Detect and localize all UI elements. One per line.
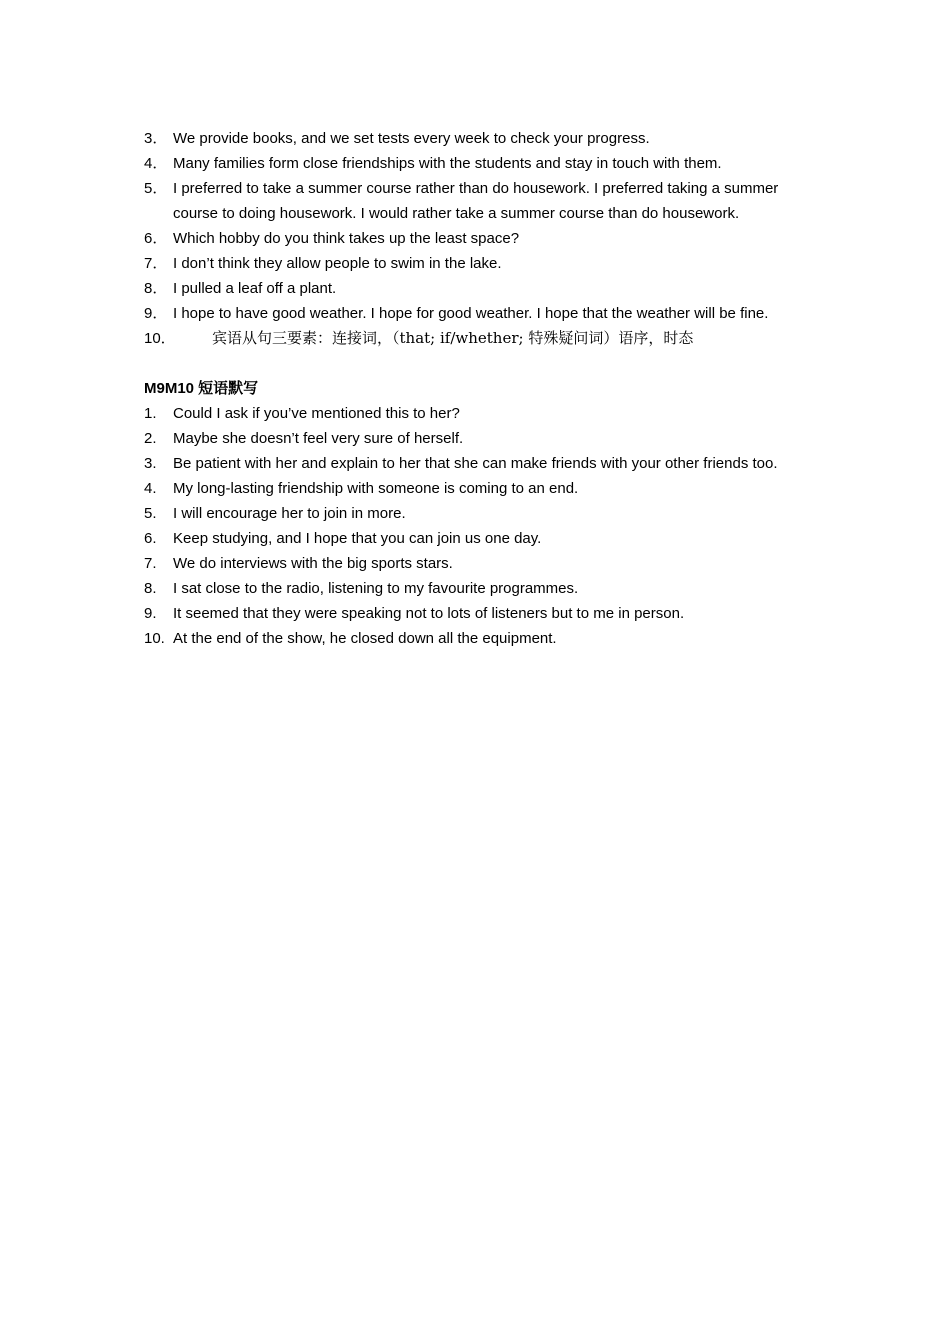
item-number: 7． [144,255,168,272]
item-number: 4． [144,155,168,172]
item-text: Keep studying, and I hope that you can join us one day. [173,530,542,547]
list-item [144,226,814,251]
item-text: Maybe she doesn’t feel very sure of herself. [173,430,464,447]
item-text: At the end of the show, he closed down all the equipment. [173,630,557,647]
item-number: 9. [144,605,157,622]
list-item [144,151,814,176]
item-text: It seemed that they were speaking not to lots of listeners but to me in person. [173,605,685,622]
item-number: 8. [144,580,157,597]
item-text: Be patient with her and explain to her that she can make friends with your other friends too. [173,455,778,472]
list-item [144,426,814,451]
phrase-dictation-section [144,376,814,651]
section-heading: M9M10 短语默写 [144,380,259,397]
item-number: 2. [144,430,157,447]
item-text: Which hobby do you think takes up the least space? [173,230,520,247]
list-item [144,126,814,151]
item-number: 6. [144,530,157,547]
list-item [144,251,814,276]
item-text: Could I ask if you’ve mentioned this to her? [173,405,460,422]
document-content [144,126,814,651]
item-text: I hope to have good weather. I hope for good weather. I hope that the weather will be fine. [173,305,769,322]
item-text: I pulled a leaf off a plant. [173,280,337,297]
item-text: I preferred to take a summer course rather than do housework. I preferred taking a summer course to doing housework. I would rather take a summer course than do housework. [173,180,779,222]
list-item [144,551,814,576]
item-number: 3． [144,130,168,147]
item-text: We do interviews with the big sports stars. [173,555,453,572]
item-number: 5． [144,180,168,197]
list-item [144,451,814,476]
list-item [144,501,814,526]
list-item [144,626,814,651]
item-number: 5. [144,505,157,522]
item-number: 10． [144,330,176,347]
list-item [144,576,814,601]
item-number: 7. [144,555,157,572]
item-text: I sat close to the radio, listening to my favourite programmes. [173,580,579,597]
list-item [144,401,814,426]
item-number: 9． [144,305,168,322]
item-text: We provide books, and we set tests every week to check your progress. [173,130,650,147]
list-item [144,601,814,626]
list-item [144,476,814,501]
item-number: 1. [144,405,157,422]
blank-line [144,351,814,376]
item-number: 4. [144,480,157,497]
item-text: Many families form close friendships with the students and stay in touch with them. [173,155,722,172]
list-item [144,326,814,351]
item-text: My long-lasting friendship with someone is coming to an end. [173,480,579,497]
item-text: I don’t think they allow people to swim in the lake. [173,255,502,272]
item-number: 3. [144,455,157,472]
item-text: 宾语从句三要素：连接词，（that; if/whether; 特殊疑问词）语序，时态 [212,329,694,347]
answer-list-a [144,126,814,351]
item-number: 8． [144,280,168,297]
list-item [144,526,814,551]
list-item [144,176,814,226]
item-number: 6． [144,230,168,247]
list-item [144,276,814,301]
list-item [144,301,814,326]
item-text: I will encourage her to join in more. [173,505,406,522]
item-number: 10. [144,630,165,647]
